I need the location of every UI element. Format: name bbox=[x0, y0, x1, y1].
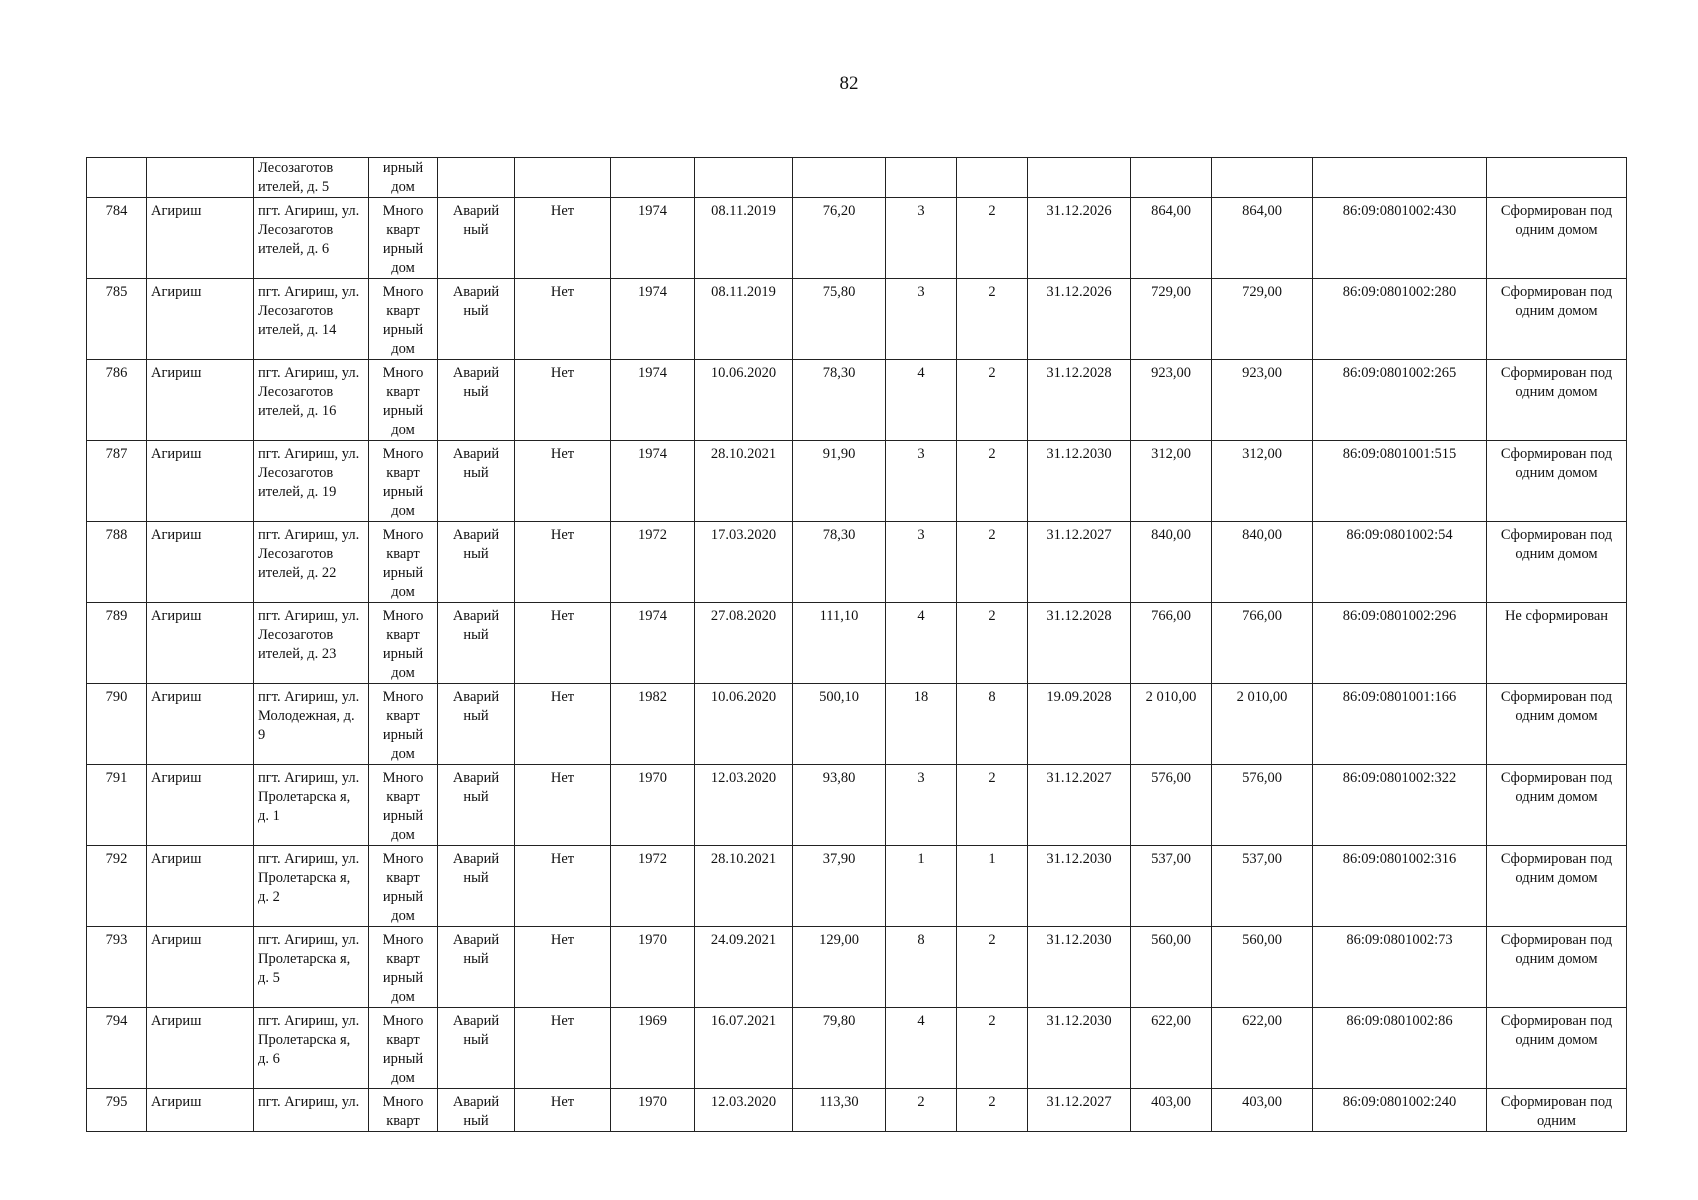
cell-val2: 312,00 bbox=[1212, 441, 1313, 522]
table-row bbox=[87, 1089, 1627, 1132]
cell-val1: 403,00 bbox=[1131, 1089, 1212, 1132]
cell-settlement: Агириш bbox=[147, 198, 254, 279]
cell-status: Сформирован под одним домом bbox=[1487, 684, 1627, 765]
cell-num: 785 bbox=[87, 279, 147, 360]
cell-flag: Нет bbox=[515, 927, 611, 1008]
cell-col10: 2 bbox=[957, 522, 1028, 603]
cell-condition: Аварий ный bbox=[438, 441, 515, 522]
cell-date-planned: 31.12.2026 bbox=[1028, 279, 1131, 360]
cell-year: 1970 bbox=[611, 1089, 695, 1132]
cell-val2: 560,00 bbox=[1212, 927, 1313, 1008]
continuation-row bbox=[87, 158, 1627, 198]
cell-cadastral: 86:09:0801002:296 bbox=[1313, 603, 1487, 684]
cell-settlement: Агириш bbox=[147, 846, 254, 927]
cell-col9: 4 bbox=[886, 1008, 957, 1089]
cell-year: 1974 bbox=[611, 279, 695, 360]
cell-address: пгт. Агириш, ул. bbox=[254, 1089, 369, 1132]
cell-date-planned: 31.12.2030 bbox=[1028, 1008, 1131, 1089]
cell-settlement: Агириш bbox=[147, 765, 254, 846]
cell-cadastral: 86:09:0801002:316 bbox=[1313, 846, 1487, 927]
cell-val2: 840,00 bbox=[1212, 522, 1313, 603]
cell-col10 bbox=[957, 158, 1028, 198]
cell-date-recognized: 16.07.2021 bbox=[695, 1008, 793, 1089]
cell-col10: 2 bbox=[957, 927, 1028, 1008]
cell-flag: Нет bbox=[515, 1008, 611, 1089]
cell-area: 37,90 bbox=[793, 846, 886, 927]
cell-val2: 622,00 bbox=[1212, 1008, 1313, 1089]
cell-house-type: Много кварт ирный дом bbox=[369, 522, 438, 603]
cell-num: 795 bbox=[87, 1089, 147, 1132]
cell-status: Сформирован под одним домом bbox=[1487, 765, 1627, 846]
cell-status: Сформирован под одним домом bbox=[1487, 927, 1627, 1008]
cell-val2: 766,00 bbox=[1212, 603, 1313, 684]
cell-condition: Аварий ный bbox=[438, 279, 515, 360]
cell-address: пгт. Агириш, ул. Лесозаготов ителей, д. 19 bbox=[254, 441, 369, 522]
cell-year: 1970 bbox=[611, 765, 695, 846]
cell-col10: 2 bbox=[957, 603, 1028, 684]
cell-date-planned: 31.12.2027 bbox=[1028, 765, 1131, 846]
cell-year: 1974 bbox=[611, 198, 695, 279]
cell-num: 792 bbox=[87, 846, 147, 927]
cell-date-recognized: 24.09.2021 bbox=[695, 927, 793, 1008]
table-row bbox=[87, 279, 1627, 360]
cell-flag: Нет bbox=[515, 441, 611, 522]
cell-house-type: Много кварт bbox=[369, 1089, 438, 1132]
cell-settlement: Агириш bbox=[147, 927, 254, 1008]
cell-num: 788 bbox=[87, 522, 147, 603]
cell-date-recognized: 08.11.2019 bbox=[695, 279, 793, 360]
cell-condition: Аварий ный bbox=[438, 927, 515, 1008]
cell-area: 91,90 bbox=[793, 441, 886, 522]
cell-cadastral: 86:09:0801002:54 bbox=[1313, 522, 1487, 603]
cell-year: 1974 bbox=[611, 441, 695, 522]
cell-date-planned: 19.09.2028 bbox=[1028, 684, 1131, 765]
cell-settlement: Агириш bbox=[147, 603, 254, 684]
table-row bbox=[87, 1008, 1627, 1089]
cell-flag: Нет bbox=[515, 846, 611, 927]
cell-area: 78,30 bbox=[793, 522, 886, 603]
cell-year: 1969 bbox=[611, 1008, 695, 1089]
cell-val2: 537,00 bbox=[1212, 846, 1313, 927]
cell-year: 1974 bbox=[611, 603, 695, 684]
cell-date-planned: 31.12.2028 bbox=[1028, 360, 1131, 441]
cell-house-type: Много кварт ирный дом bbox=[369, 603, 438, 684]
cell-flag: Нет bbox=[515, 522, 611, 603]
cell-status: Сформирован под одним bbox=[1487, 1089, 1627, 1132]
cell-col9: 3 bbox=[886, 198, 957, 279]
cell-date-recognized: 12.03.2020 bbox=[695, 1089, 793, 1132]
cell-status: Сформирован под одним домом bbox=[1487, 846, 1627, 927]
table-row bbox=[87, 765, 1627, 846]
cell-condition: Аварий ный bbox=[438, 603, 515, 684]
cell-area: 75,80 bbox=[793, 279, 886, 360]
cell-col10: 2 bbox=[957, 198, 1028, 279]
cell-num: 787 bbox=[87, 441, 147, 522]
cell-area: 93,80 bbox=[793, 765, 886, 846]
cell-col10: 2 bbox=[957, 1008, 1028, 1089]
cell-cadastral: 86:09:0801001:515 bbox=[1313, 441, 1487, 522]
cell-cadastral: 86:09:0801002:430 bbox=[1313, 198, 1487, 279]
cell-col10: 8 bbox=[957, 684, 1028, 765]
cell-col10: 2 bbox=[957, 1089, 1028, 1132]
cell-val1: 537,00 bbox=[1131, 846, 1212, 927]
cell-address: пгт. Агириш, ул. Лесозаготов ителей, д. 16 bbox=[254, 360, 369, 441]
cell-status: Сформирован под одним домом bbox=[1487, 1008, 1627, 1089]
cell-val2 bbox=[1212, 158, 1313, 198]
cell-year: 1982 bbox=[611, 684, 695, 765]
cell-condition: Аварий ный bbox=[438, 360, 515, 441]
cell-val1: 576,00 bbox=[1131, 765, 1212, 846]
cell-col9: 8 bbox=[886, 927, 957, 1008]
cell-area: 113,30 bbox=[793, 1089, 886, 1132]
cell-address: пгт. Агириш, ул. Лесозаготов ителей, д. 22 bbox=[254, 522, 369, 603]
cell-area: 500,10 bbox=[793, 684, 886, 765]
cell-settlement: Агириш bbox=[147, 1008, 254, 1089]
cell-val2: 576,00 bbox=[1212, 765, 1313, 846]
cell-address: пгт. Агириш, ул. Пролетарска я, д. 2 bbox=[254, 846, 369, 927]
cell-condition: Аварий ный bbox=[438, 198, 515, 279]
cell-val2: 2 010,00 bbox=[1212, 684, 1313, 765]
cell-address: пгт. Агириш, ул. Лесозаготов ителей, д. 23 bbox=[254, 603, 369, 684]
cell-cadastral: 86:09:0801002:86 bbox=[1313, 1008, 1487, 1089]
cell-status: Сформирован под одним домом bbox=[1487, 522, 1627, 603]
cell-val2: 864,00 bbox=[1212, 198, 1313, 279]
cell-house-type: ирный дом bbox=[369, 158, 438, 198]
cell-flag: Нет bbox=[515, 603, 611, 684]
cell-settlement: Агириш bbox=[147, 522, 254, 603]
cell-area: 129,00 bbox=[793, 927, 886, 1008]
cell-date-planned: 31.12.2028 bbox=[1028, 603, 1131, 684]
cell-flag: Нет bbox=[515, 684, 611, 765]
cell-flag: Нет bbox=[515, 279, 611, 360]
cell-flag: Нет bbox=[515, 1089, 611, 1132]
cell-date-planned bbox=[1028, 158, 1131, 198]
cell-flag: Нет bbox=[515, 765, 611, 846]
cell-address: пгт. Агириш, ул. Молодежная, д. 9 bbox=[254, 684, 369, 765]
cell-num: 786 bbox=[87, 360, 147, 441]
cell-condition bbox=[438, 158, 515, 198]
cell-cadastral: 86:09:0801001:166 bbox=[1313, 684, 1487, 765]
cell-settlement bbox=[147, 158, 254, 198]
table-row bbox=[87, 846, 1627, 927]
cell-val1: 840,00 bbox=[1131, 522, 1212, 603]
cell-year: 1974 bbox=[611, 360, 695, 441]
cell-date-planned: 31.12.2027 bbox=[1028, 1089, 1131, 1132]
cell-condition: Аварий ный bbox=[438, 846, 515, 927]
cell-col9: 4 bbox=[886, 603, 957, 684]
cell-date-planned: 31.12.2027 bbox=[1028, 522, 1131, 603]
cell-address: пгт. Агириш, ул. Лесозаготов ителей, д. 14 bbox=[254, 279, 369, 360]
cell-cadastral: 86:09:0801002:73 bbox=[1313, 927, 1487, 1008]
cell-col10: 2 bbox=[957, 279, 1028, 360]
cell-cadastral: 86:09:0801002:280 bbox=[1313, 279, 1487, 360]
cell-settlement: Агириш bbox=[147, 441, 254, 522]
cell-condition: Аварий ный bbox=[438, 522, 515, 603]
cell-area bbox=[793, 158, 886, 198]
cell-settlement: Агириш bbox=[147, 279, 254, 360]
cell-house-type: Много кварт ирный дом bbox=[369, 765, 438, 846]
cell-val1: 312,00 bbox=[1131, 441, 1212, 522]
cell-col9: 2 bbox=[886, 1089, 957, 1132]
cell-num: 794 bbox=[87, 1008, 147, 1089]
cell-condition: Аварий ный bbox=[438, 1089, 515, 1132]
cell-address: пгт. Агириш, ул. Пролетарска я, д. 5 bbox=[254, 927, 369, 1008]
cell-area: 111,10 bbox=[793, 603, 886, 684]
cell-num bbox=[87, 158, 147, 198]
cell-cadastral: 86:09:0801002:322 bbox=[1313, 765, 1487, 846]
cell-condition: Аварий ный bbox=[438, 684, 515, 765]
cell-status: Не сформирован bbox=[1487, 603, 1627, 684]
cell-num: 789 bbox=[87, 603, 147, 684]
table-body bbox=[87, 158, 1627, 1132]
cell-condition: Аварий ный bbox=[438, 1008, 515, 1089]
cell-house-type: Много кварт ирный дом bbox=[369, 846, 438, 927]
cell-val1: 560,00 bbox=[1131, 927, 1212, 1008]
cell-year bbox=[611, 158, 695, 198]
cell-val2: 729,00 bbox=[1212, 279, 1313, 360]
cell-area: 79,80 bbox=[793, 1008, 886, 1089]
cell-year: 1972 bbox=[611, 522, 695, 603]
cell-cadastral bbox=[1313, 158, 1487, 198]
cell-settlement: Агириш bbox=[147, 360, 254, 441]
cell-col9: 3 bbox=[886, 279, 957, 360]
cell-date-recognized bbox=[695, 158, 793, 198]
cell-num: 791 bbox=[87, 765, 147, 846]
cell-date-recognized: 28.10.2021 bbox=[695, 441, 793, 522]
cell-col9: 4 bbox=[886, 360, 957, 441]
cell-date-planned: 31.12.2030 bbox=[1028, 927, 1131, 1008]
cell-address: пгт. Агириш, ул. Лесозаготов ителей, д. 6 bbox=[254, 198, 369, 279]
cell-col10: 2 bbox=[957, 360, 1028, 441]
cell-date-planned: 31.12.2026 bbox=[1028, 198, 1131, 279]
cell-col9: 1 bbox=[886, 846, 957, 927]
cell-address: пгт. Агириш, ул. Пролетарска я, д. 1 bbox=[254, 765, 369, 846]
cell-num: 784 bbox=[87, 198, 147, 279]
cell-date-recognized: 17.03.2020 bbox=[695, 522, 793, 603]
cell-col9 bbox=[886, 158, 957, 198]
cell-col9: 3 bbox=[886, 441, 957, 522]
table-row bbox=[87, 441, 1627, 522]
table-row bbox=[87, 198, 1627, 279]
cell-date-recognized: 28.10.2021 bbox=[695, 846, 793, 927]
cell-house-type: Много кварт ирный дом bbox=[369, 441, 438, 522]
page-number: 82 bbox=[839, 73, 859, 94]
cell-house-type: Много кварт ирный дом bbox=[369, 684, 438, 765]
cell-col9: 18 bbox=[886, 684, 957, 765]
cell-cadastral: 86:09:0801002:265 bbox=[1313, 360, 1487, 441]
cell-house-type: Много кварт ирный дом bbox=[369, 279, 438, 360]
cell-address: Лесозаготов ителей, д. 5 bbox=[254, 158, 369, 198]
cell-date-planned: 31.12.2030 bbox=[1028, 441, 1131, 522]
cell-date-planned: 31.12.2030 bbox=[1028, 846, 1131, 927]
housing-registry-table bbox=[86, 157, 1627, 1132]
cell-status: Сформирован под одним домом bbox=[1487, 360, 1627, 441]
cell-cadastral: 86:09:0801002:240 bbox=[1313, 1089, 1487, 1132]
cell-col10: 2 bbox=[957, 765, 1028, 846]
cell-col9: 3 bbox=[886, 522, 957, 603]
cell-flag: Нет bbox=[515, 198, 611, 279]
cell-house-type: Много кварт ирный дом bbox=[369, 360, 438, 441]
cell-house-type: Много кварт ирный дом bbox=[369, 927, 438, 1008]
cell-val1: 923,00 bbox=[1131, 360, 1212, 441]
cell-val1 bbox=[1131, 158, 1212, 198]
table-row bbox=[87, 603, 1627, 684]
cell-num: 790 bbox=[87, 684, 147, 765]
cell-date-recognized: 12.03.2020 bbox=[695, 765, 793, 846]
cell-flag: Нет bbox=[515, 360, 611, 441]
cell-status: Сформирован под одним домом bbox=[1487, 279, 1627, 360]
cell-val1: 2 010,00 bbox=[1131, 684, 1212, 765]
cell-address: пгт. Агириш, ул. Пролетарска я, д. 6 bbox=[254, 1008, 369, 1089]
cell-date-recognized: 08.11.2019 bbox=[695, 198, 793, 279]
cell-val1: 766,00 bbox=[1131, 603, 1212, 684]
table-row bbox=[87, 684, 1627, 765]
cell-val1: 864,00 bbox=[1131, 198, 1212, 279]
cell-status: Сформирован под одним домом bbox=[1487, 441, 1627, 522]
cell-status: Сформирован под одним домом bbox=[1487, 198, 1627, 279]
cell-val1: 622,00 bbox=[1131, 1008, 1212, 1089]
cell-area: 76,20 bbox=[793, 198, 886, 279]
cell-val2: 403,00 bbox=[1212, 1089, 1313, 1132]
cell-area: 78,30 bbox=[793, 360, 886, 441]
cell-settlement: Агириш bbox=[147, 684, 254, 765]
cell-status bbox=[1487, 158, 1627, 198]
table-row bbox=[87, 522, 1627, 603]
cell-condition: Аварий ный bbox=[438, 765, 515, 846]
cell-date-recognized: 27.08.2020 bbox=[695, 603, 793, 684]
cell-col9: 3 bbox=[886, 765, 957, 846]
cell-flag bbox=[515, 158, 611, 198]
table-row bbox=[87, 360, 1627, 441]
cell-val1: 729,00 bbox=[1131, 279, 1212, 360]
cell-date-recognized: 10.06.2020 bbox=[695, 360, 793, 441]
cell-house-type: Много кварт ирный дом bbox=[369, 1008, 438, 1089]
cell-date-recognized: 10.06.2020 bbox=[695, 684, 793, 765]
cell-col10: 2 bbox=[957, 441, 1028, 522]
cell-settlement: Агириш bbox=[147, 1089, 254, 1132]
cell-year: 1970 bbox=[611, 927, 695, 1008]
table-row bbox=[87, 927, 1627, 1008]
cell-col10: 1 bbox=[957, 846, 1028, 927]
cell-house-type: Много кварт ирный дом bbox=[369, 198, 438, 279]
cell-val2: 923,00 bbox=[1212, 360, 1313, 441]
cell-num: 793 bbox=[87, 927, 147, 1008]
cell-year: 1972 bbox=[611, 846, 695, 927]
